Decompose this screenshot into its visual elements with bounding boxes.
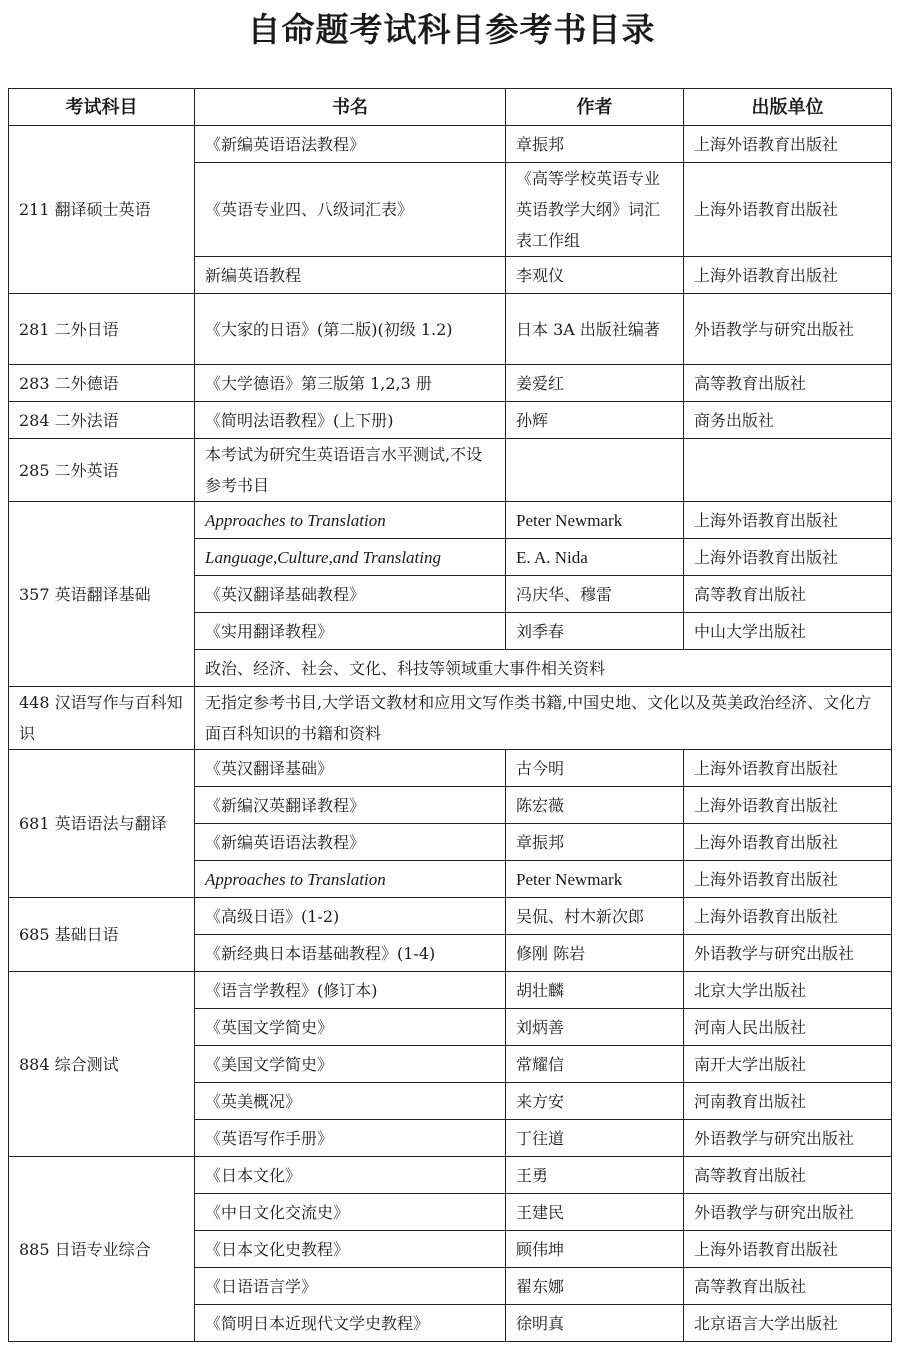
author-cell: Peter Newmark xyxy=(506,861,684,898)
note-cell: 政治、经济、社会、文化、科技等领域重大事件相关资料 xyxy=(195,650,892,687)
book-cell: 《英汉翻译基础》 xyxy=(195,750,506,787)
book-cell: 《实用翻译教程》 xyxy=(195,613,506,650)
publisher-cell: 高等教育出版社 xyxy=(684,1268,892,1305)
book-cell: 《新编英语语法教程》 xyxy=(195,126,506,163)
table-row xyxy=(9,402,892,439)
publisher-cell: 上海外语教育出版社 xyxy=(684,898,892,935)
book-cell: 新编英语教程 xyxy=(195,257,506,294)
table-row xyxy=(9,687,892,750)
header-publisher: 出版单位 xyxy=(684,89,892,126)
book-cell: 《英国文学简史》 xyxy=(195,1009,506,1046)
book-cell: 《语言学教程》(修订本) xyxy=(195,972,506,1009)
subject-cell: 283 二外德语 xyxy=(9,365,195,402)
book-cell: 《新编英语语法教程》 xyxy=(195,824,506,861)
table-row xyxy=(9,126,892,163)
author-cell: 丁往道 xyxy=(506,1120,684,1157)
publisher-cell: 高等教育出版社 xyxy=(684,1157,892,1194)
subject-cell: 685 基础日语 xyxy=(9,898,195,972)
book-cell: 《简明法语教程》(上下册) xyxy=(195,402,506,439)
publisher-cell: 上海外语教育出版社 xyxy=(684,824,892,861)
publisher-cell: 上海外语教育出版社 xyxy=(684,126,892,163)
subject-cell: 211 翻译硕士英语 xyxy=(9,126,195,294)
author-cell: 常耀信 xyxy=(506,1046,684,1083)
table-row xyxy=(9,750,892,787)
reference-book-table xyxy=(8,88,892,1342)
subject-cell: 885 日语专业综合 xyxy=(9,1157,195,1342)
book-cell: Approaches to Translation xyxy=(195,502,506,539)
subject-cell: 681 英语语法与翻译 xyxy=(9,750,195,898)
publisher-cell: 上海外语教育出版社 xyxy=(684,539,892,576)
author-cell: 徐明真 xyxy=(506,1305,684,1342)
author-cell: 陈宏薇 xyxy=(506,787,684,824)
header-book: 书名 xyxy=(195,89,506,126)
table-header-row xyxy=(9,89,892,126)
publisher-cell: 外语教学与研究出版社 xyxy=(684,1120,892,1157)
table-row xyxy=(9,1157,892,1194)
table-row xyxy=(9,502,892,539)
book-cell: 《英语写作手册》 xyxy=(195,1120,506,1157)
publisher-cell: 上海外语教育出版社 xyxy=(684,502,892,539)
publisher-cell: 上海外语教育出版社 xyxy=(684,787,892,824)
book-cell: 《简明日本近现代文学史教程》 xyxy=(195,1305,506,1342)
page-title: 自命题考试科目参考书目录 xyxy=(247,10,656,49)
book-cell: 《日本文化》 xyxy=(195,1157,506,1194)
author-cell xyxy=(506,439,684,502)
book-cell: 《中日文化交流史》 xyxy=(195,1194,506,1231)
book-cell: 《日语语言学》 xyxy=(195,1268,506,1305)
publisher-cell: 上海外语教育出版社 xyxy=(684,1231,892,1268)
publisher-cell: 上海外语教育出版社 xyxy=(684,750,892,787)
subject-cell: 284 二外法语 xyxy=(9,402,195,439)
author-cell: 姜爱红 xyxy=(506,365,684,402)
author-cell: 胡壮麟 xyxy=(506,972,684,1009)
author-cell: 《高等学校英语专业英语教学大纲》词汇表工作组 xyxy=(506,163,684,257)
table-row xyxy=(9,898,892,935)
author-cell: 王建民 xyxy=(506,1194,684,1231)
book-cell: Approaches to Translation xyxy=(195,861,506,898)
publisher-cell: 上海外语教育出版社 xyxy=(684,163,892,257)
publisher-cell: 中山大学出版社 xyxy=(684,613,892,650)
subject-cell: 357 英语翻译基础 xyxy=(9,502,195,687)
author-cell: 孙辉 xyxy=(506,402,684,439)
book-cell: Language,Culture,and Translating xyxy=(195,539,506,576)
book-cell: 《大学德语》第三版第 1,2,3 册 xyxy=(195,365,506,402)
author-cell: 李观仪 xyxy=(506,257,684,294)
author-cell: 修刚 陈岩 xyxy=(506,935,684,972)
author-cell: Peter Newmark xyxy=(506,502,684,539)
author-cell: 章振邦 xyxy=(506,126,684,163)
author-cell: 冯庆华、穆雷 xyxy=(506,576,684,613)
author-cell: 吴侃、村木新次郎 xyxy=(506,898,684,935)
publisher-cell: 外语教学与研究出版社 xyxy=(684,1194,892,1231)
author-cell: 来方安 xyxy=(506,1083,684,1120)
table-row xyxy=(9,439,892,502)
table-row xyxy=(9,365,892,402)
book-cell: 《英汉翻译基础教程》 xyxy=(195,576,506,613)
publisher-cell: 北京语言大学出版社 xyxy=(684,1305,892,1342)
publisher-cell: 南开大学出版社 xyxy=(684,1046,892,1083)
author-cell: 章振邦 xyxy=(506,824,684,861)
book-cell: 《美国文学简史》 xyxy=(195,1046,506,1083)
publisher-cell xyxy=(684,439,892,502)
book-cell: 《日本文化史教程》 xyxy=(195,1231,506,1268)
book-cell: 本考试为研究生英语语言水平测试,不设参考书目 xyxy=(195,439,506,502)
publisher-cell: 外语教学与研究出版社 xyxy=(684,294,892,365)
book-cell: 《新经典日本语基础教程》(1-4) xyxy=(195,935,506,972)
author-cell: E. A. Nida xyxy=(506,539,684,576)
book-cell: 《新编汉英翻译教程》 xyxy=(195,787,506,824)
book-cell: 《高级日语》(1-2) xyxy=(195,898,506,935)
header-author: 作者 xyxy=(506,89,684,126)
publisher-cell: 高等教育出版社 xyxy=(684,365,892,402)
book-cell: 《英语专业四、八级词汇表》 xyxy=(195,163,506,257)
publisher-cell: 河南人民出版社 xyxy=(684,1009,892,1046)
book-cell: 《大家的日语》(第二版)(初级 1.2) xyxy=(195,294,506,365)
subject-cell: 884 综合测试 xyxy=(9,972,195,1157)
table-row xyxy=(9,972,892,1009)
publisher-cell: 河南教育出版社 xyxy=(684,1083,892,1120)
subject-cell: 281 二外日语 xyxy=(9,294,195,365)
header-subject: 考试科目 xyxy=(9,89,195,126)
author-cell: 刘炳善 xyxy=(506,1009,684,1046)
book-cell: 《英美概况》 xyxy=(195,1083,506,1120)
author-cell: 古今明 xyxy=(506,750,684,787)
subject-cell: 448 汉语写作与百科知识 xyxy=(9,687,195,750)
note-cell: 无指定参考书目,大学语文教材和应用文写作类书籍,中国史地、文化以及英美政治经济、文化方面百科知识的书籍和资料 xyxy=(195,687,892,750)
publisher-cell: 上海外语教育出版社 xyxy=(684,257,892,294)
author-cell: 顾伟坤 xyxy=(506,1231,684,1268)
subject-cell: 285 二外英语 xyxy=(9,439,195,502)
publisher-cell: 商务出版社 xyxy=(684,402,892,439)
author-cell: 王勇 xyxy=(506,1157,684,1194)
author-cell: 日本 3A 出版社编著 xyxy=(506,294,684,365)
author-cell: 翟东娜 xyxy=(506,1268,684,1305)
publisher-cell: 高等教育出版社 xyxy=(684,576,892,613)
publisher-cell: 外语教学与研究出版社 xyxy=(684,935,892,972)
author-cell: 刘季春 xyxy=(506,613,684,650)
table-row xyxy=(9,294,892,365)
publisher-cell: 北京大学出版社 xyxy=(684,972,892,1009)
table-body xyxy=(9,126,892,1342)
publisher-cell: 上海外语教育出版社 xyxy=(684,861,892,898)
